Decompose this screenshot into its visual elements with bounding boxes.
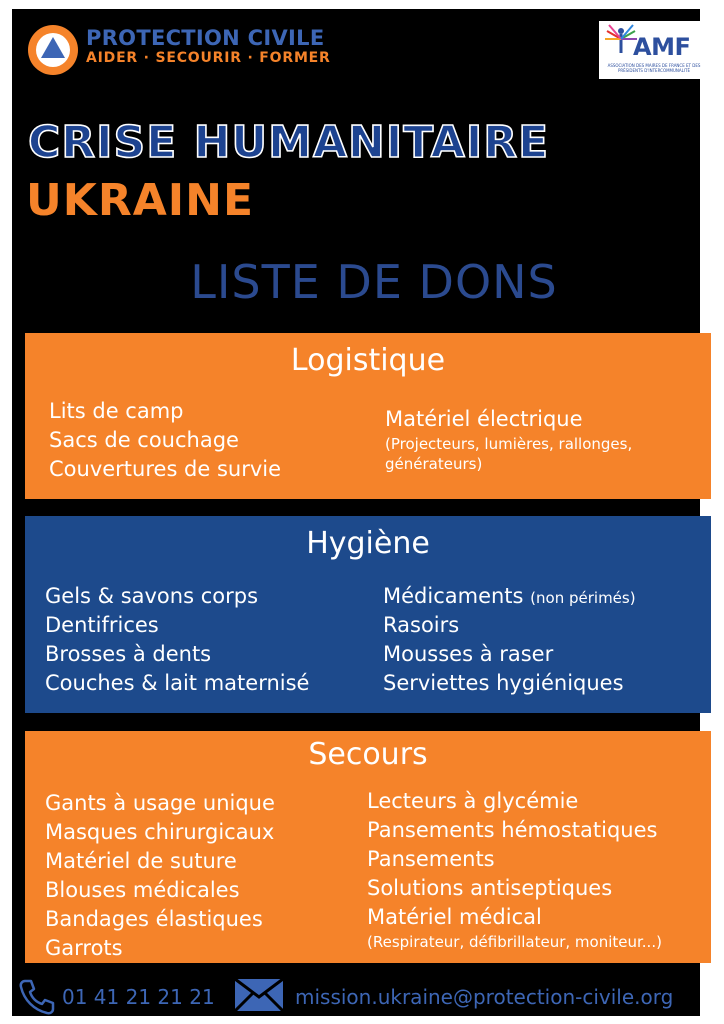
amf-logo bbox=[599, 21, 709, 79]
poster bbox=[12, 9, 700, 1016]
footer-phone[interactable]: 01 41 21 21 21 bbox=[62, 985, 215, 1009]
section-hygiene bbox=[25, 516, 711, 713]
section-title-logistique: Logistique bbox=[290, 343, 446, 378]
list-item: Lecteurs à glycémie bbox=[367, 789, 579, 813]
list-item: Bandages élastiques bbox=[45, 907, 263, 931]
list-item: Blouses médicales bbox=[45, 878, 240, 902]
list-item: Gants à usage unique bbox=[45, 791, 275, 815]
section-logistique bbox=[25, 333, 711, 499]
list-item: Garrots bbox=[45, 936, 123, 960]
mail-icon bbox=[234, 977, 284, 1013]
protection-civile-logo bbox=[28, 25, 78, 75]
org-name: PROTECTION CIVILE bbox=[86, 26, 325, 50]
list-item bbox=[383, 582, 636, 611]
logistique-right-list bbox=[385, 405, 632, 474]
hygiene-right-list bbox=[383, 582, 636, 698]
title-liste-de-dons: LISTE DE DONS bbox=[190, 255, 558, 309]
list-item: Couches & lait maternisé bbox=[45, 671, 310, 695]
list-item: Mousses à raser bbox=[383, 642, 554, 666]
list-item-note: (Projecteurs, lumières, rallonges, bbox=[385, 435, 633, 453]
list-item: Matériel de suture bbox=[45, 849, 237, 873]
list-item-note: générateurs) bbox=[385, 455, 483, 473]
triangle-icon bbox=[28, 25, 78, 75]
amf-logo-text: AMF bbox=[633, 33, 691, 61]
list-item-label: Médicaments bbox=[383, 584, 524, 608]
list-item: Serviettes hygiéniques bbox=[383, 671, 624, 695]
section-title-secours: Secours bbox=[308, 737, 428, 772]
list-item-note: (non périmés) bbox=[530, 589, 636, 607]
amf-caption: ASSOCIATION DES MAIRES DE FRANCE ET DES PRÉSIDENTS D'INTERCOMMUNALITÉ bbox=[607, 63, 701, 73]
list-item: Brosses à dents bbox=[45, 642, 212, 666]
list-item: Masques chirurgicaux bbox=[45, 820, 275, 844]
title-crise-humanitaire: CRISE HUMANITAIRE bbox=[28, 117, 550, 168]
footer-email[interactable]: mission.ukraine@protection-civile.org bbox=[295, 985, 674, 1009]
list-item: Dentifrices bbox=[45, 613, 159, 637]
secours-left-list bbox=[45, 789, 275, 963]
list-item: Matériel médical bbox=[367, 905, 542, 929]
list-item-note: (Respirateur, défibrillateur, moniteur...) bbox=[367, 933, 662, 951]
secours-right-list bbox=[367, 787, 662, 952]
list-item: Couvertures de survie bbox=[49, 457, 282, 481]
list-item: Pansements hémostatiques bbox=[367, 818, 658, 842]
list-item: Matériel électrique bbox=[385, 407, 583, 431]
org-tagline: AIDER · SECOURIR · FORMER bbox=[86, 50, 331, 66]
phone-icon bbox=[16, 977, 56, 1017]
list-item: Gels & savons corps bbox=[45, 584, 259, 608]
logistique-left-list bbox=[49, 397, 281, 484]
protection-civile-wordmark bbox=[86, 27, 331, 67]
section-secours bbox=[25, 731, 711, 963]
section-title-hygiene: Hygiène bbox=[306, 526, 430, 561]
hygiene-left-list bbox=[45, 582, 309, 698]
title-ukraine: UKRAINE bbox=[26, 175, 255, 226]
list-item: Rasoirs bbox=[383, 613, 460, 637]
list-item: Sacs de couchage bbox=[49, 428, 239, 452]
list-item: Pansements bbox=[367, 847, 495, 871]
list-item: Lits de camp bbox=[49, 399, 184, 423]
list-item: Solutions antiseptiques bbox=[367, 876, 613, 900]
